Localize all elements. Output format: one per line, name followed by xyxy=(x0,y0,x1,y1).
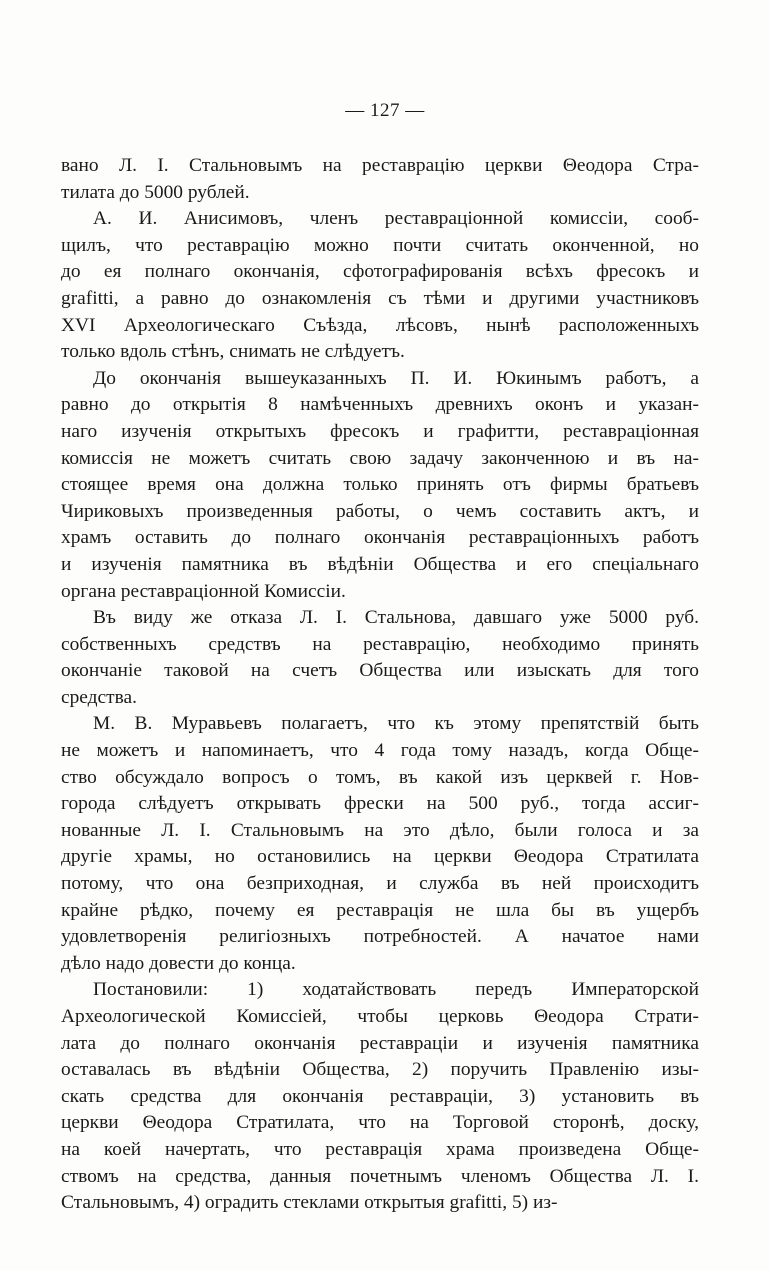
page-number: — 127 — xyxy=(345,100,425,121)
text-line: лата до полнаго окончанія реставраціи и изученія памятника xyxy=(61,1032,699,1054)
text-line: А. И. Анисимовъ, членъ реставраціонной комиссіи, сооб- xyxy=(93,208,699,230)
text-line: органа реставраціонной Комиссіи. xyxy=(61,580,346,602)
text-line: До окончанія вышеуказанныхъ П. И. Юкинымъ работъ, а xyxy=(93,367,699,389)
text-line: церкви Θеодора Стратилата, что на Торговой сторонѣ, доску, xyxy=(61,1112,699,1134)
text-line: вано Л. I. Стальновымъ на реставрацію церкви Θеодора Стра- xyxy=(61,155,699,176)
paragraph xyxy=(61,977,699,1216)
text-line: Въ виду же отказа Л. I. Стальнова, давшаго уже 5000 руб. xyxy=(93,607,699,629)
text-line: не можетъ и напоминаетъ, что 4 года тому назадъ, когда Обще- xyxy=(61,740,699,762)
text-line: другіе храмы, но остановились на церкви Θеодора Стратилата xyxy=(61,846,699,868)
text-line: ствомъ на средства, данныя почетнымъ членомъ Общества Л. I. xyxy=(61,1165,699,1187)
text-line: равно до открытія 8 намѣченныхъ древнихъ оконъ и указан- xyxy=(61,394,699,416)
text-line: средства. xyxy=(61,686,137,708)
text-line: окончаніе таковой на счетъ Общества или изыскать для того xyxy=(61,660,699,682)
text-line: наго изученія открытыхъ фресокъ и графитти, реставраціонная xyxy=(61,420,699,442)
text-line: Стальновымъ, 4) оградить стеклами открытыя grafitti, 5) из- xyxy=(61,1192,558,1214)
text-line: оставалась въ вѣдѣніи Общества, 2) поручить Правленію изы- xyxy=(61,1059,699,1081)
text-line: щилъ, что реставрацію можно почти считать оконченной, но xyxy=(61,234,699,256)
text-line: ство обсуждало вопросъ о томъ, въ какой изъ церквей г. Нов- xyxy=(61,766,699,788)
text-line: скать средства для окончанія реставраціи, 3) установить въ xyxy=(61,1085,699,1107)
text-line: города слѣдуетъ открывать фрески на 500 руб., тогда ассиг- xyxy=(61,793,699,815)
text-line: нованные Л. I. Стальновымъ на это дѣло, были голоса и за xyxy=(61,819,699,841)
paragraph xyxy=(61,153,699,206)
text-line: и изученія памятника въ вѣдѣніи Общества и его спеціальнаго xyxy=(61,553,699,575)
paragraph xyxy=(61,711,699,977)
text-line: Археологической Комиссіей, чтобы церковь Θеодора Страти- xyxy=(61,1006,699,1027)
text-line: комиссія не можетъ считать свою задачу законченною и въ на- xyxy=(61,447,699,469)
text-line: XVI Археологическаго Съѣзда, лѣсовъ, нынѣ расположенныхъ xyxy=(61,314,699,336)
text-line: дѣло надо довести до конца. xyxy=(61,952,296,974)
text-line: тилата до 5000 рублей. xyxy=(61,181,250,203)
text-line: крайне рѣдко, почему ея реставрація не шла бы въ ущербъ xyxy=(61,899,699,921)
body-text xyxy=(61,153,699,1217)
paragraph xyxy=(61,366,699,605)
text-line: храмъ оставить до полнаго окончанія реставраціонныхъ работъ xyxy=(61,527,699,549)
paragraph xyxy=(61,605,699,711)
text-line: Постановили: 1) ходатайствовать передъ Императорской xyxy=(93,979,699,1001)
text-line: до ея полнаго окончанія, сфотографированія всѣхъ фресокъ и xyxy=(61,261,699,283)
text-line: на коей начертать, что реставрація храма произведена Обще- xyxy=(61,1138,699,1160)
text-line: М. В. Муравьевъ полагаетъ, что къ этому препятствій быть xyxy=(93,713,699,735)
text-line: Чириковыхъ произведенныя работы, о чемъ составить актъ, и xyxy=(61,500,699,522)
paragraph xyxy=(61,206,699,366)
text-line: потому, что она безприходная, и служба въ ней происходитъ xyxy=(61,873,699,895)
text-line: grafitti, а равно до ознакомленія съ тѣми и другими участниковъ xyxy=(61,287,699,309)
text-line: стоящее время она должна только принять отъ фирмы братьевъ xyxy=(61,474,699,496)
text-line: собственныхъ средствъ на реставрацію, необходимо принять xyxy=(61,633,699,655)
text-line: только вдоль стѣнъ, снимать не слѣдуетъ. xyxy=(61,341,405,363)
text-line: удовлетворенія религіозныхъ потребностей. А начатое нами xyxy=(61,926,699,948)
